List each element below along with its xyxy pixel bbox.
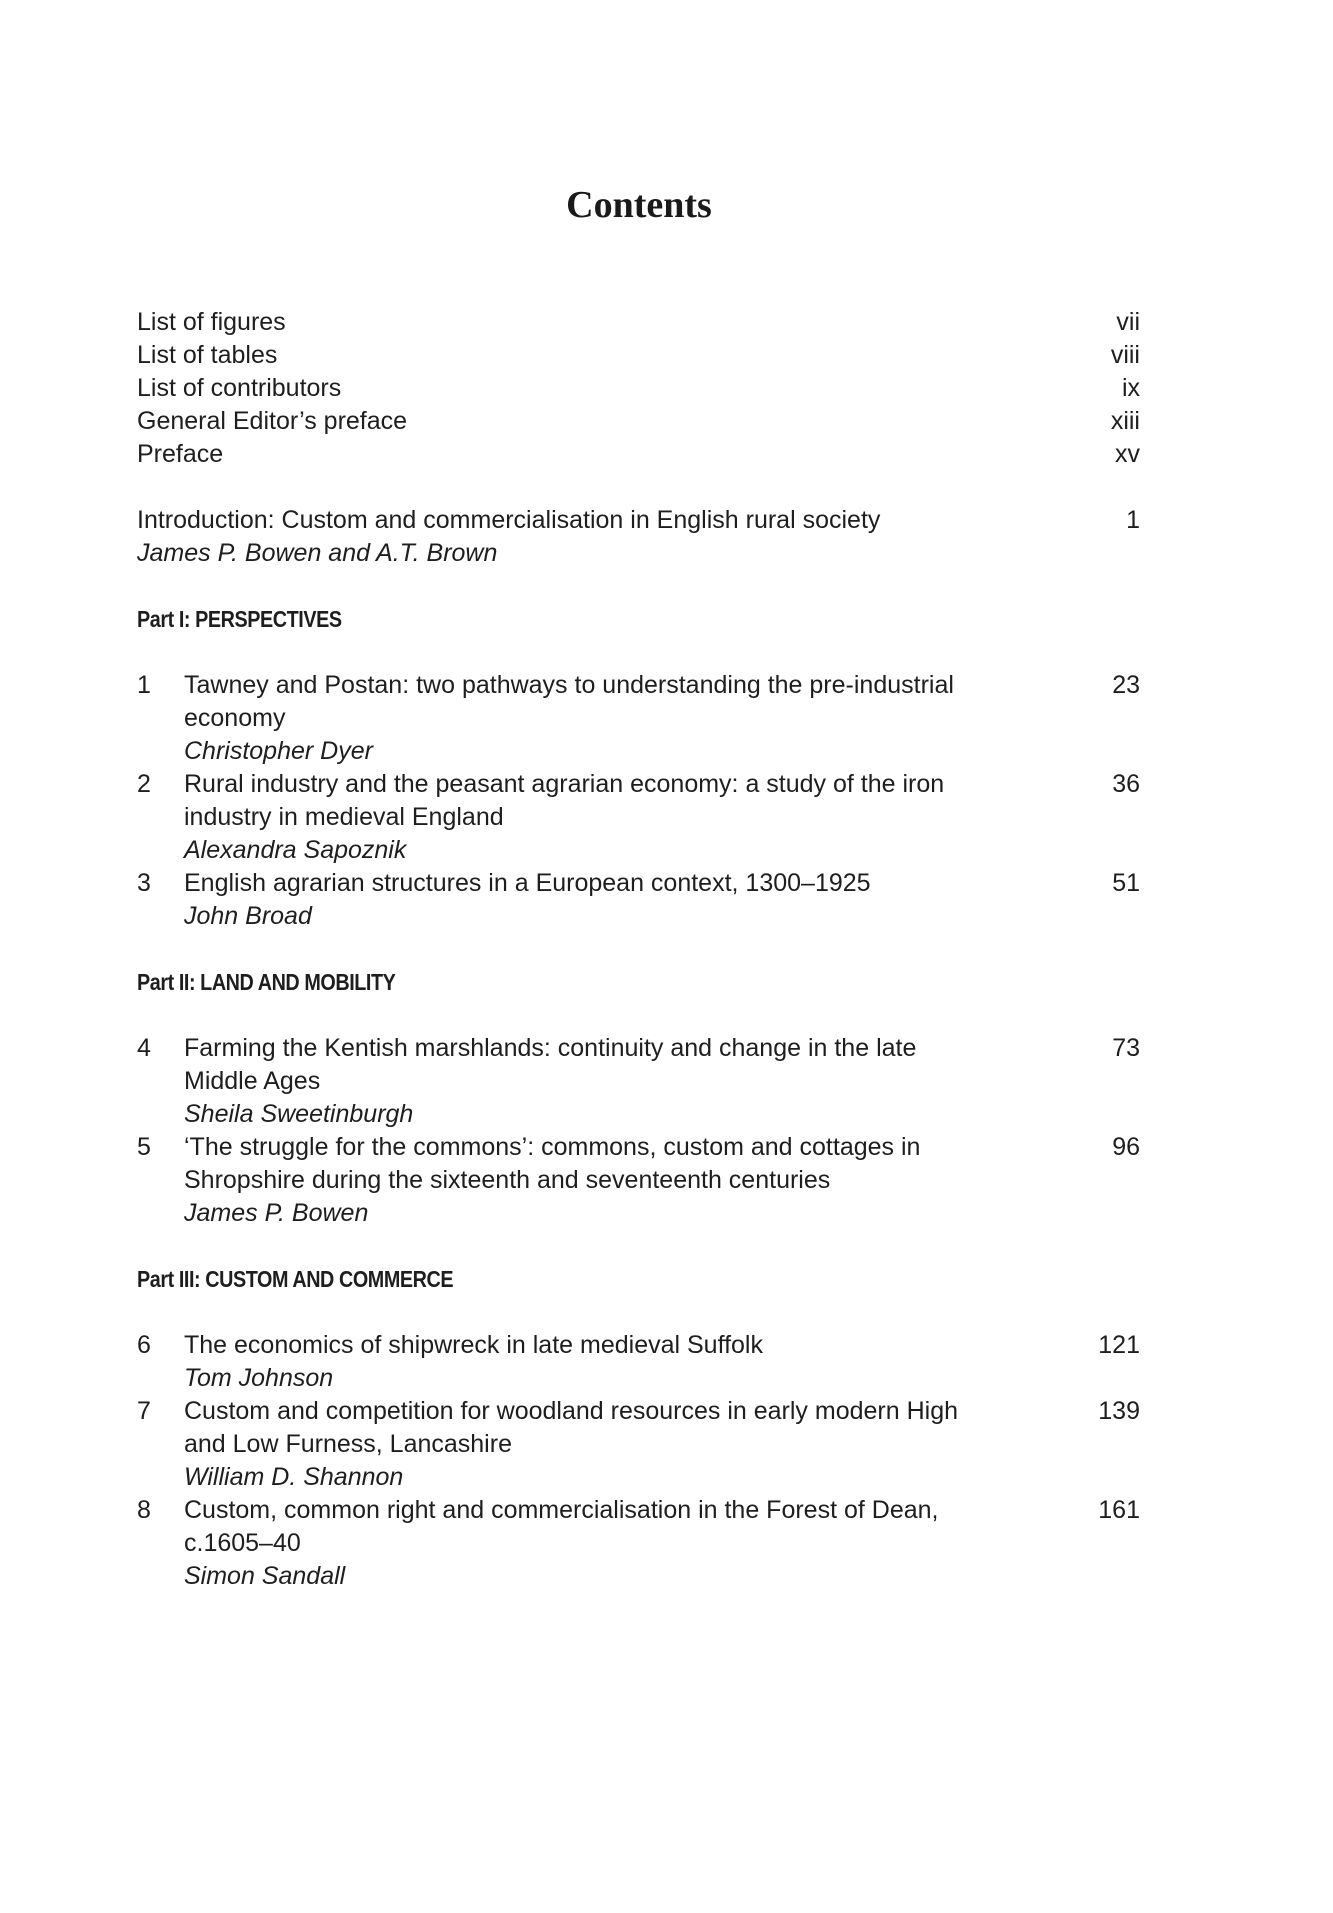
toc-page-number: 23 [1112,671,1140,699]
chapter-body [184,1494,1080,1593]
toc-entry-front-matter[interactable] [137,405,1140,438]
chapter-body [184,1131,1080,1230]
chapter-number: 2 [137,770,151,798]
chapter-author: William D. Shannon [184,1463,404,1491]
chapter-body [184,669,1080,768]
toc-entry-chapter[interactable] [137,1329,1140,1395]
toc-entry-label: Preface [137,440,224,468]
toc-entry-label: List of contributors [137,374,342,402]
toc-page-number: 51 [1112,869,1140,897]
spacer [137,999,1140,1032]
chapter-title-line: industry in medieval England [184,803,504,831]
toc-entry-author-row [137,537,1140,570]
chapter-body [184,1032,1080,1131]
toc-page-number: 161 [1098,1496,1140,1524]
toc-entry-introduction[interactable] [137,504,1140,537]
chapter-author: Alexandra Sapoznik [184,836,407,864]
spacer [137,570,1140,603]
toc-entry-front-matter[interactable] [137,306,1140,339]
chapter-title-line: Shropshire during the sixteenth and seventeenth centuries [184,1166,831,1194]
toc-page-number: vii [1116,308,1140,336]
chapter-title-line: Tawney and Postan: two pathways to understanding the pre-industrial [184,671,954,699]
chapter-title-line: Custom and competition for woodland resources in early modern High [184,1397,958,1425]
chapter-title-line: Rural industry and the peasant agrarian economy: a study of the iron [184,770,945,798]
chapter-number: 3 [137,869,151,897]
toc-page-number: xiii [1110,407,1140,435]
toc-page-number: ix [1121,374,1140,402]
toc-page-number: xv [1115,440,1140,468]
spacer [137,1230,1140,1263]
chapter-author: Tom Johnson [184,1364,334,1392]
toc-page-number: 1 [1126,506,1140,534]
toc-entry-front-matter[interactable] [137,438,1140,471]
part-heading: Part II: LAND AND MOBILITY [137,969,396,995]
table-of-contents [137,306,1140,1593]
chapter-number: 6 [137,1331,151,1359]
toc-entry-chapter[interactable] [137,1032,1140,1131]
part-heading: Part III: CUSTOM AND COMMERCE [137,1266,454,1292]
toc-entry-chapter[interactable] [137,867,1140,933]
chapter-title-line: English agrarian structures in a European context, 1300–1925 [184,869,871,897]
chapter-title-line: c.1605–40 [184,1529,301,1557]
toc-entry-chapter[interactable] [137,1131,1140,1230]
chapter-number: 8 [137,1496,151,1524]
chapter-number: 7 [137,1397,151,1425]
chapter-author: John Broad [184,902,312,930]
page-title: Contents [566,184,712,226]
chapter-author: Simon Sandall [184,1562,346,1590]
chapter-title-line: Custom, common right and commercialisation in the Forest of Dean, [184,1496,939,1524]
toc-entry-label: Introduction: Custom and commercialisation in English rural society [137,506,881,534]
chapter-body [184,1395,1080,1494]
chapter-author: Christopher Dyer [184,737,373,765]
chapter-number: 5 [137,1133,151,1161]
toc-entry-chapter[interactable] [137,768,1140,867]
spacer [137,1296,1140,1329]
toc-entry-author: James P. Bowen and A.T. Brown [137,539,498,567]
toc-entry-chapter[interactable] [137,1395,1140,1494]
toc-entry-chapter[interactable] [137,1494,1140,1593]
toc-page-number: 96 [1112,1133,1140,1161]
chapter-body [184,867,1080,933]
chapter-title-line: and Low Furness, Lancashire [184,1430,512,1458]
toc-entry-chapter[interactable] [137,669,1140,768]
chapter-number: 4 [137,1034,151,1062]
toc-entry-front-matter[interactable] [137,372,1140,405]
toc-entry-label: General Editor’s preface [137,407,408,435]
chapter-title-line: Farming the Kentish marshlands: continuity and change in the late [184,1034,917,1062]
toc-entry-front-matter[interactable] [137,339,1140,372]
spacer [137,933,1140,966]
chapter-author: Sheila Sweetinburgh [184,1100,414,1128]
chapter-body [184,768,1080,867]
chapter-author: James P. Bowen [184,1199,369,1227]
spacer [137,636,1140,669]
toc-entry-label: List of tables [137,341,278,369]
chapter-title-line: economy [184,704,286,732]
spacer [137,471,1140,504]
chapter-title-line: Middle Ages [184,1067,321,1095]
toc-entry-label: List of figures [137,308,286,336]
toc-page-number: viii [1110,341,1140,369]
chapter-title-line: The economics of shipwreck in late medieval Suffolk [184,1331,763,1359]
toc-page-number: 36 [1112,770,1140,798]
chapter-number: 1 [137,671,151,699]
chapter-title-line: ‘The struggle for the commons’: commons, custom and cottages in [184,1133,921,1161]
toc-page-number: 73 [1112,1034,1140,1062]
toc-page-number: 139 [1098,1397,1140,1425]
chapter-body [184,1329,1080,1395]
part-heading: Part I: PERSPECTIVES [137,606,342,632]
toc-page-number: 121 [1098,1331,1140,1359]
